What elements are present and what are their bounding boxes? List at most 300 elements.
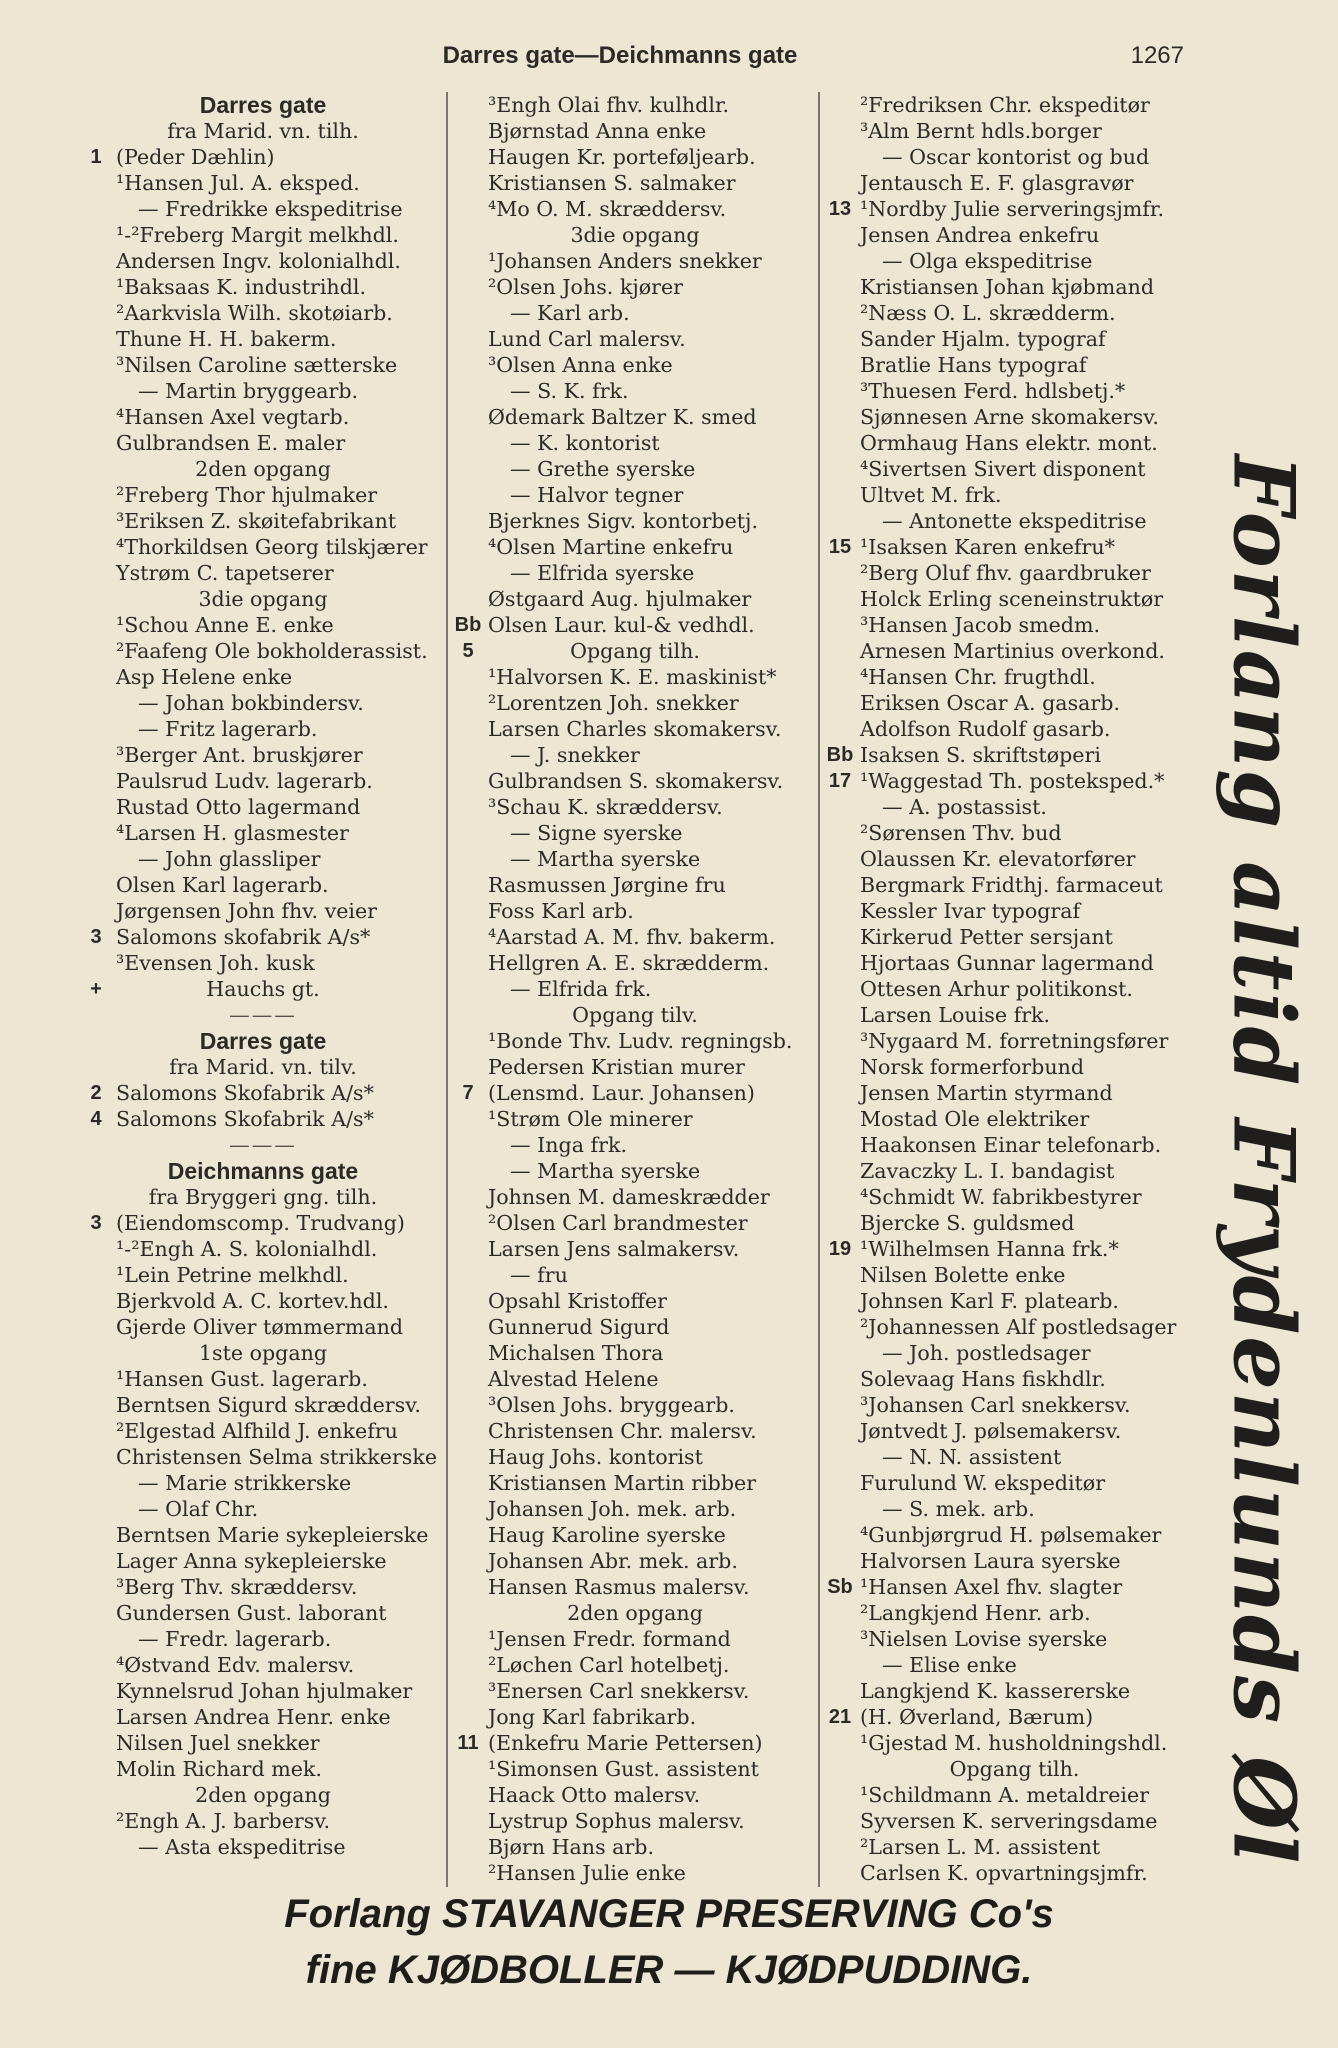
entry-text: 1ste opgang: [198, 1341, 328, 1365]
directory-entry: [78, 872, 448, 898]
entry-text: Opsahl Kristoffer: [488, 1289, 668, 1313]
directory-entry: [78, 1756, 448, 1782]
directory-entry: [450, 1002, 820, 1028]
directory-entry: [78, 248, 448, 274]
entry-text: ³Nygaard M. forretningsfører: [860, 1029, 1169, 1053]
entry-text: Bergmark Fridthj. farmaceut: [860, 873, 1163, 897]
house-number: +: [90, 978, 102, 1000]
entry-text: Holck Erling sceneinstruktør: [860, 587, 1164, 611]
directory-entry: [450, 118, 820, 144]
entry-text: (Lensmd. Laur. Johansen): [488, 1081, 755, 1105]
directory-entry: [78, 326, 448, 352]
directory-entry: [822, 1730, 1207, 1756]
entry-text: Alvestad Helene: [488, 1367, 659, 1391]
entry-text: ¹Hansen Jul. A. eksped.: [116, 171, 360, 195]
house-number: 11: [457, 1732, 479, 1754]
entry-text: (H. Øverland, Bærum): [860, 1705, 1094, 1729]
entry-text: Jentausch E. F. glasgravør: [860, 171, 1134, 195]
entry-text: Andersen Ingv. kolonialhdl.: [116, 249, 401, 273]
entry-text: ¹Gjestad M. husholdningshdl.: [860, 1731, 1168, 1755]
house-number: 19: [828, 1238, 852, 1260]
directory-entry: [822, 456, 1207, 482]
directory-entry: [822, 1548, 1207, 1574]
entry-text: ¹Halvorsen K. E. maskinist*: [488, 665, 777, 689]
entry-text: Johansen Abr. mek. arb.: [488, 1549, 738, 1573]
entry-text: ²Berg Oluf fhv. gaardbruker: [860, 561, 1151, 585]
entry-text: Salomons skofabrik A/s*: [116, 925, 371, 949]
entry-text: ³Olsen Johs. bryggearb.: [488, 1393, 735, 1417]
entry-text: 2den opgang: [195, 457, 331, 481]
directory-entry: [450, 1314, 820, 1340]
house-number: 1: [90, 146, 102, 168]
directory-entry: [450, 586, 820, 612]
entry-text: Eriksen Oscar A. gasarb.: [860, 691, 1121, 715]
entry-text: ³Nilsen Caroline sætterske: [116, 353, 398, 377]
directory-entry: [822, 482, 1207, 508]
entry-text: ²Engh A. J. barbersv.: [116, 1809, 331, 1833]
bottom-ad-line-2: fine KJØDBOLLER — KJØDPUDDING.: [305, 1948, 1033, 1992]
directory-entry: [450, 1860, 820, 1886]
directory-entry: [450, 430, 820, 456]
entry-text: Pedersen Kristian murer: [488, 1055, 745, 1079]
entry-text: ¹Schou Anne E. enke: [116, 613, 334, 637]
directory-entry: [78, 1574, 448, 1600]
directory-entry: [450, 1574, 820, 1600]
directory-entry: [450, 1054, 820, 1080]
directory-entry: [78, 638, 448, 664]
entry-text: ²Elgestad Alfhild J. enkefru: [116, 1419, 398, 1443]
entry-text: Halvorsen Laura syerske: [860, 1549, 1121, 1573]
entry-text: Molin Richard mek.: [116, 1757, 322, 1781]
entry-text: Bjercke S. guldsmed: [860, 1211, 1075, 1235]
house-number: 15: [828, 536, 852, 558]
entry-text: ²Fredriksen Chr. ekspeditør: [860, 93, 1150, 117]
entry-text: ¹-²Engh A. S. kolonialhdl.: [116, 1237, 378, 1261]
entry-text: ¹Wilhelmsen Hanna frk.*: [860, 1237, 1119, 1261]
entry-text: ¹Johansen Anders snekker: [488, 249, 762, 273]
directory-entry: [450, 1600, 820, 1626]
entry-text: Kristiansen Martin ribber: [488, 1471, 757, 1495]
entry-text: ⁴Hansen Axel vegtarb.: [116, 405, 350, 429]
directory-entry: [450, 534, 820, 560]
entry-text: ⁴Gunbjørgrud H. pølsemaker: [860, 1523, 1162, 1547]
directory-entry: [78, 1288, 448, 1314]
entry-text: — Fredrikke ekspeditrise: [138, 197, 403, 221]
entry-text: — Antonette ekspeditrise: [882, 509, 1147, 533]
directory-entry: [822, 1808, 1207, 1834]
directory-entry: [450, 898, 820, 924]
entry-text: Bjørn Hans arb.: [488, 1835, 655, 1859]
directory-entry: [78, 794, 448, 820]
entry-text: Haug Johs. kontorist: [488, 1445, 703, 1469]
directory-entry: [78, 1340, 448, 1366]
directory-entry: [822, 118, 1207, 144]
entry-text: — Martha syerske: [510, 1159, 701, 1183]
directory-entry: [822, 1262, 1207, 1288]
entry-text: Salomons Skofabrik A/s*: [116, 1107, 374, 1131]
entry-text: — Martin bryggearb.: [138, 379, 359, 403]
entry-text: Haugen Kr. porteføljearb.: [488, 145, 756, 169]
directory-entry: [822, 1054, 1207, 1080]
directory-entry: [450, 1392, 820, 1418]
directory-entry: [450, 1548, 820, 1574]
directory-entry: [450, 248, 820, 274]
entry-text: Bratlie Hans typograf: [860, 353, 1087, 377]
directory-entry: [78, 144, 448, 170]
directory-entry: [450, 300, 820, 326]
directory-entry: [450, 1366, 820, 1392]
entry-text: Kynnelsrud Johan hjulmaker: [116, 1679, 413, 1703]
entry-text: — Olaf Chr.: [138, 1497, 259, 1521]
directory-entry: [450, 1184, 820, 1210]
entry-text: (Eiendomscomp. Trudvang): [116, 1211, 405, 1235]
entry-text: ³Hansen Jacob smedm.: [860, 613, 1101, 637]
page-title: Darres gate—Deichmanns gate: [442, 42, 798, 69]
directory-entry: [78, 1444, 448, 1470]
house-number: Bb: [826, 744, 854, 766]
street-heading: Darres gate: [199, 1028, 327, 1054]
directory-entry: [822, 1340, 1207, 1366]
directory-entry: [822, 872, 1207, 898]
entry-text: 3die opgang: [570, 223, 700, 247]
directory-entry: [822, 1028, 1207, 1054]
directory-entry: [78, 690, 448, 716]
entry-text: Sjønnesen Arne skomakersv.: [860, 405, 1159, 429]
street-heading: Darres gate: [199, 92, 327, 118]
entry-text: 2den opgang: [567, 1601, 703, 1625]
entry-text: Gulbrandsen E. maler: [116, 431, 346, 455]
entry-text: ³Nielsen Lovise syerske: [860, 1627, 1108, 1651]
entry-text: — Marie strikkerske: [138, 1471, 352, 1495]
entry-text: Rustad Otto lagermand: [116, 795, 361, 819]
entry-text: ¹Waggestad Th. posteksped.*: [860, 769, 1165, 793]
directory-entry: [78, 1470, 448, 1496]
directory-entry: [78, 1496, 448, 1522]
directory-entry: [822, 1756, 1207, 1782]
directory-entry: [78, 196, 448, 222]
entry-text: ³Berger Ant. bruskjører: [116, 743, 363, 767]
directory-entry: [450, 1522, 820, 1548]
directory-entry: [78, 1054, 448, 1080]
entry-text: Hjortaas Gunnar lagermand: [860, 951, 1154, 975]
entry-text: — A. postassist.: [882, 795, 1047, 819]
entry-text: (Enkefru Marie Pettersen): [488, 1731, 763, 1755]
entry-text: — Halvor tegner: [510, 483, 684, 507]
directory-entry: [822, 1314, 1207, 1340]
directory-entry: [822, 1496, 1207, 1522]
entry-text: Haakonsen Einar telefonarb.: [860, 1133, 1162, 1157]
entry-text: Jensen Andrea enkefru: [860, 223, 1100, 247]
directory-entry: [822, 846, 1207, 872]
entry-text: — Elfrida syerske: [510, 561, 695, 585]
directory-entry: [822, 1678, 1207, 1704]
directory-entry: [822, 1522, 1207, 1548]
directory-entry: [450, 92, 820, 118]
entry-text: Bjerknes Sigv. kontorbetj.: [488, 509, 758, 533]
entry-text: ³Eriksen Z. skøitefabrikant: [116, 509, 397, 533]
directory-entry: [78, 820, 448, 846]
directory-entry: [822, 274, 1207, 300]
entry-text: Carlsen K. opvartningsjmfr.: [860, 1861, 1148, 1885]
directory-entry: [78, 378, 448, 404]
directory-entry: [822, 1210, 1207, 1236]
entry-text: Jørgensen John fhv. veier: [116, 899, 378, 923]
entry-text: Olsen Laur. kul-& vedhdl.: [488, 613, 755, 637]
directory-entry: [78, 976, 448, 1002]
entry-text: ²Sørensen Thv. bud: [860, 821, 1062, 845]
entry-text: Ultvet M. frk.: [860, 483, 1002, 507]
entry-text: ¹Hansen Axel fhv. slagter: [860, 1575, 1123, 1599]
directory-entry: [822, 560, 1207, 586]
directory-entry: [822, 1626, 1207, 1652]
directory-entry: [450, 1756, 820, 1782]
directory-entry: [450, 612, 820, 638]
directory-entry: [78, 352, 448, 378]
directory-entry: [450, 1704, 820, 1730]
directory-entry: [78, 1210, 448, 1236]
entry-text: Larsen Andrea Henr. enke: [116, 1705, 391, 1729]
directory-entry: [78, 742, 448, 768]
directory-entry: [450, 768, 820, 794]
directory-entry: [450, 482, 820, 508]
entry-text: ⁴Sivertsen Sivert disponent: [860, 457, 1146, 481]
directory-entry: [450, 1808, 820, 1834]
entry-text: Paulsrud Ludv. lagerarb.: [116, 769, 373, 793]
entry-text: ²Næss O. L. skrædderm.: [860, 301, 1116, 325]
entry-text: — Elise enke: [882, 1653, 1017, 1677]
directory-entry: [78, 1028, 448, 1054]
directory-entry: [78, 1106, 448, 1132]
directory-entry: [822, 170, 1207, 196]
directory-entry: [822, 1288, 1207, 1314]
entry-text: ²Hansen Julie enke: [488, 1861, 686, 1885]
entry-text: Bjerkvold A. C. kortev.hdl.: [116, 1289, 389, 1313]
entry-text: Gjerde Oliver tømmermand: [116, 1315, 404, 1339]
directory-entry: [822, 378, 1207, 404]
entry-text: Salomons Skofabrik A/s*: [116, 1081, 374, 1105]
entry-text: Olsen Karl lagerarb.: [116, 873, 329, 897]
house-number: 4: [90, 1108, 102, 1130]
directory-entry: [822, 1574, 1207, 1600]
directory-entry: [822, 1418, 1207, 1444]
directory-entry: [450, 222, 820, 248]
directory-entry: [822, 1392, 1207, 1418]
directory-entry: [78, 430, 448, 456]
entry-text: Syversen K. serveringsdame: [860, 1809, 1158, 1833]
directory-entry: [450, 794, 820, 820]
directory-entry: [78, 1834, 448, 1860]
entry-text: ⁴Mo O. M. skræddersv.: [488, 197, 727, 221]
entry-text: Johnsen M. dameskrædder: [488, 1185, 770, 1209]
directory-entry: [78, 1704, 448, 1730]
directory-entry: [78, 456, 448, 482]
directory-entry: [78, 170, 448, 196]
directory-entry: [450, 1132, 820, 1158]
directory-entry: [78, 1262, 448, 1288]
entry-text: Lystrup Sophus malersv.: [488, 1809, 745, 1833]
directory-entry: [822, 222, 1207, 248]
entry-text: Michalsen Thora: [488, 1341, 664, 1365]
entry-text: Haug Karoline syerske: [488, 1523, 726, 1547]
directory-entry: [822, 820, 1207, 846]
directory-entry: [78, 1678, 448, 1704]
entry-text: — Signe syerske: [510, 821, 683, 845]
directory-entry: [450, 1158, 820, 1184]
directory-entry: [450, 352, 820, 378]
entry-text: Nilsen Bolette enke: [860, 1263, 1066, 1287]
entry-text: Hansen Rasmus malersv.: [488, 1575, 750, 1599]
directory-entry: [450, 1340, 820, 1366]
entry-text: — Asta ekspeditrise: [138, 1835, 346, 1859]
entry-text: — Oscar kontorist og bud: [882, 145, 1150, 169]
bottom-ad-line-1: Forlang STAVANGER PRESERVING Co's: [284, 1892, 1054, 1936]
entry-text: Jøntvedt J. pølsemakersv.: [860, 1419, 1122, 1443]
directory-entry: [78, 404, 448, 430]
directory-entry: [822, 1132, 1207, 1158]
section-separator: ———: [229, 1003, 297, 1027]
entry-text: ²Løchen Carl hotelbetj.: [488, 1653, 730, 1677]
directory-entry: [822, 248, 1207, 274]
page-header: [0, 38, 1338, 78]
directory-entry: [450, 742, 820, 768]
directory-entry: [78, 586, 448, 612]
entry-text: — Elfrida frk.: [510, 977, 652, 1001]
directory-entry: [78, 1184, 448, 1210]
entry-text: — Martha syerske: [510, 847, 701, 871]
entry-text: ¹Strøm Ole minerer: [488, 1107, 693, 1131]
directory-entry: [78, 560, 448, 586]
directory-entry: [78, 1782, 448, 1808]
directory-entry: [822, 1652, 1207, 1678]
directory-entry: [822, 508, 1207, 534]
directory-entry: [450, 274, 820, 300]
directory-entry: [822, 1106, 1207, 1132]
entry-text: ⁴Thorkildsen Georg tilskjærer: [116, 535, 428, 559]
entry-text: ²Larsen L. M. assistent: [860, 1835, 1101, 1859]
house-number: 13: [828, 198, 852, 220]
directory-entry: [822, 924, 1207, 950]
directory-entry: [822, 664, 1207, 690]
page-number: 1267: [1130, 42, 1184, 69]
entry-text: Ormhaug Hans elektr. mont.: [860, 431, 1158, 455]
directory-entry: [450, 976, 820, 1002]
entry-text: Larsen Louise frk.: [860, 1003, 1051, 1027]
directory-entry: [450, 170, 820, 196]
vertical-ad-text: Forlang altid Frydenlunds Øl: [1214, 454, 1314, 1866]
entry-text: Furulund W. ekspeditør: [860, 1471, 1106, 1495]
entry-text: Norsk formerforbund: [860, 1055, 1085, 1079]
directory-column-3: [822, 92, 1207, 1886]
directory-entry: [450, 326, 820, 352]
directory-entry: [450, 924, 820, 950]
directory-entry: [78, 534, 448, 560]
directory-entry: [822, 352, 1207, 378]
directory-entry: [822, 768, 1207, 794]
entry-text: fra Marid. vn. tilh.: [167, 119, 359, 143]
directory-entry: [822, 1158, 1207, 1184]
house-number: 3: [90, 926, 102, 948]
entry-text: 3die opgang: [198, 587, 328, 611]
directory-entry: [78, 924, 448, 950]
entry-text: ³Evensen Joh. kusk: [116, 951, 315, 975]
entry-text: Berntsen Sigurd skræddersv.: [116, 1393, 421, 1417]
entry-text: Zavaczky L. I. bandagist: [860, 1159, 1115, 1183]
directory-entry: [822, 430, 1207, 456]
entry-text: Bjørnstad Anna enke: [488, 119, 707, 143]
directory-entry: [822, 144, 1207, 170]
house-number: 5: [462, 640, 474, 662]
street-heading: Deichmanns gate: [167, 1158, 359, 1184]
directory-entry: [450, 1470, 820, 1496]
directory-entry: [450, 1444, 820, 1470]
entry-text: Jensen Martin styrmand: [860, 1081, 1113, 1105]
directory-entry: [450, 1028, 820, 1054]
directory-entry: [450, 1236, 820, 1262]
directory-entry: [822, 1184, 1207, 1210]
directory-entry: [822, 1470, 1207, 1496]
directory-entry: [450, 1262, 820, 1288]
directory-entry: [78, 768, 448, 794]
directory-entry: [450, 950, 820, 976]
directory-entry: [822, 326, 1207, 352]
directory-entry: [822, 638, 1207, 664]
directory-entry: [822, 794, 1207, 820]
entry-text: ³Johansen Carl snekkersv.: [860, 1393, 1131, 1417]
entry-text: ¹Jensen Fredr. formand: [488, 1627, 731, 1651]
entry-text: ²Olsen Johs. kjører: [488, 275, 684, 299]
entry-text: Johansen Joh. mek. arb.: [488, 1497, 737, 1521]
entry-text: Adolfson Rudolf gasarb.: [860, 717, 1111, 741]
entry-text: ¹Bonde Thv. Ludv. regningsb.: [488, 1029, 793, 1053]
directory-entry: [450, 456, 820, 482]
entry-text: Christensen Selma strikkerske: [116, 1445, 438, 1469]
directory-entry: [450, 144, 820, 170]
entry-text: Lager Anna sykepleierske: [116, 1549, 387, 1573]
house-number: Bb: [454, 614, 482, 636]
entry-text: ⁴Olsen Martine enkefru: [488, 535, 734, 559]
entry-text: Berntsen Marie sykepleierske: [116, 1523, 429, 1547]
directory-entry: [78, 612, 448, 638]
directory-entry: [822, 1860, 1207, 1886]
directory-entry: [450, 716, 820, 742]
entry-text: Ottesen Arhur politikonst.: [860, 977, 1133, 1001]
entry-text: Ødemark Baltzer K. smed: [488, 405, 757, 429]
directory-entry: [78, 92, 448, 118]
directory-entry: [78, 950, 448, 976]
directory-entry: [450, 690, 820, 716]
directory-entry: [822, 950, 1207, 976]
entry-text: ¹Isaksen Karen enkefru*: [860, 535, 1115, 559]
entry-text: — John glassliper: [138, 847, 321, 871]
directory-entry: [78, 1314, 448, 1340]
directory-entry: [450, 872, 820, 898]
entry-text: Hauchs gt.: [206, 977, 320, 1001]
directory-entry: [78, 1730, 448, 1756]
house-number: Sb: [827, 1576, 853, 1598]
directory-entry: [450, 1288, 820, 1314]
entry-text: ³Olsen Anna enke: [488, 353, 673, 377]
entry-text: ¹Nordby Julie serveringsjmfr.: [860, 197, 1165, 221]
entry-text: — Joh. postledsager: [882, 1341, 1091, 1365]
directory-entry: [78, 1080, 448, 1106]
house-number: 7: [462, 1082, 474, 1104]
entry-text: Østgaard Aug. hjulmaker: [488, 587, 752, 611]
directory-entry: [78, 1002, 448, 1028]
entry-text: — Olga ekspeditrise: [882, 249, 1093, 273]
entry-text: — K. kontorist: [510, 431, 660, 455]
directory-entry: [450, 404, 820, 430]
entry-text: — J. snekker: [510, 743, 640, 767]
